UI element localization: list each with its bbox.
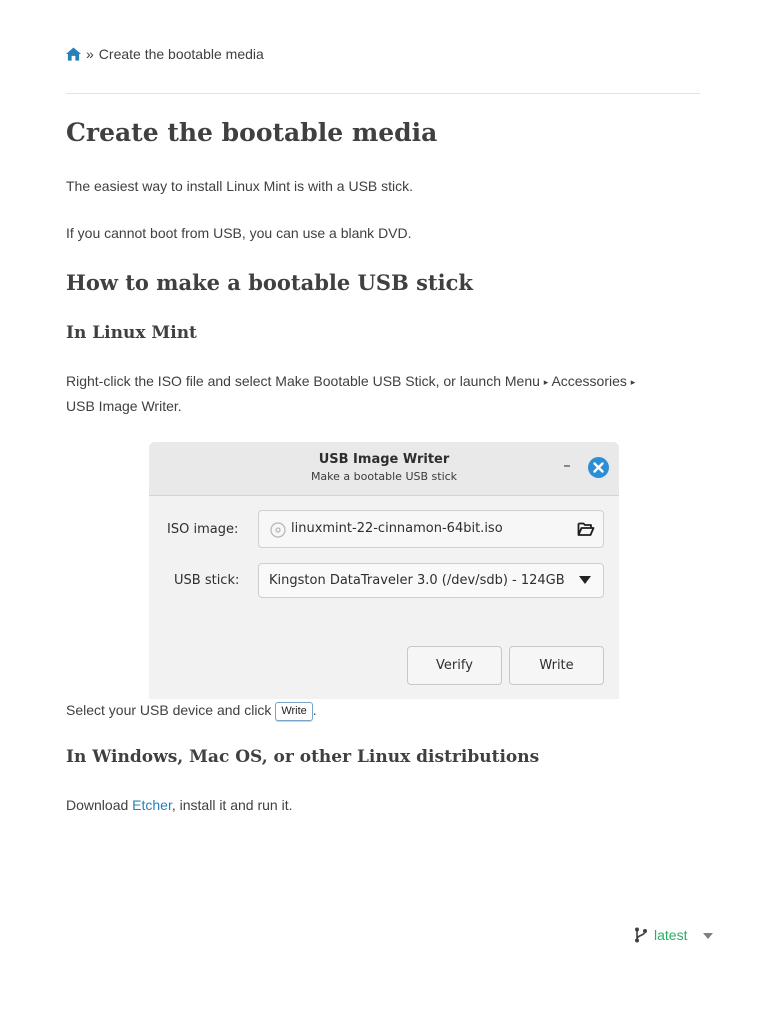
usb-stick-value: Kingston DataTraveler 3.0 (/dev/sdb) - 124GB	[269, 573, 565, 588]
write-guilabel: Write	[275, 702, 312, 721]
menu-arrow-icon: ▸	[630, 377, 636, 387]
breadcrumb	[66, 46, 264, 62]
branch-icon	[634, 927, 648, 943]
breadcrumb-separator: »	[86, 46, 94, 62]
breadcrumb-current: Create the bootable media	[98, 46, 264, 62]
close-icon	[588, 457, 609, 478]
disc-icon	[270, 522, 286, 538]
select-text: Select your USB device and click	[66, 702, 272, 718]
subheading-other-os: In Windows, Mac OS, or other Linux distributions	[66, 747, 540, 767]
minimize-button: –	[563, 456, 571, 474]
iso-image-label: ISO image:	[167, 522, 239, 537]
select-end: .	[312, 702, 317, 718]
dialog-header	[149, 442, 619, 496]
usb-image-writer-screenshot	[149, 442, 619, 699]
dvd-paragraph: If you cannot boot from USB, you can use a blank DVD.	[66, 225, 412, 241]
menu-arrow-icon: ▸	[543, 377, 549, 387]
write-button: Write	[509, 646, 604, 685]
version-label: latest	[654, 927, 688, 943]
usb-stick-combo	[258, 563, 604, 598]
caret-down-icon	[703, 933, 713, 939]
intro-paragraph: The easiest way to install Linux Mint is with a USB stick.	[66, 178, 414, 194]
verify-button: Verify	[407, 646, 502, 685]
subheading-linux-mint: In Linux Mint	[66, 323, 197, 343]
dialog-subtitle: Make a bootable USB stick	[310, 470, 458, 483]
page-title: Create the bootable media	[66, 118, 438, 147]
chevron-down-icon	[579, 576, 591, 584]
download-text-end: , install it and run it.	[171, 797, 293, 813]
instr-text-c: USB Image Writer.	[66, 398, 182, 414]
home-icon[interactable]	[66, 47, 81, 61]
divider	[66, 93, 700, 94]
instr-text-a: Right-click the ISO file and select Make Bootable USB Stick, or launch Menu	[66, 373, 540, 389]
section-heading-usb: How to make a bootable USB stick	[66, 270, 473, 295]
version-selector[interactable]	[634, 927, 713, 943]
usb-stick-label: USB stick:	[174, 573, 240, 588]
download-paragraph	[66, 793, 686, 817]
linux-mint-instructions	[66, 369, 686, 418]
select-device-paragraph	[66, 698, 686, 722]
download-text: Download	[66, 797, 129, 813]
instr-text-b: Accessories	[551, 373, 627, 389]
etcher-link[interactable]: Etcher	[132, 797, 172, 813]
iso-image-field	[258, 510, 604, 548]
dialog-title: USB Image Writer	[318, 452, 450, 467]
iso-image-value: linuxmint-22-cinnamon-64bit.iso	[291, 521, 503, 536]
folder-open-icon	[577, 521, 595, 537]
